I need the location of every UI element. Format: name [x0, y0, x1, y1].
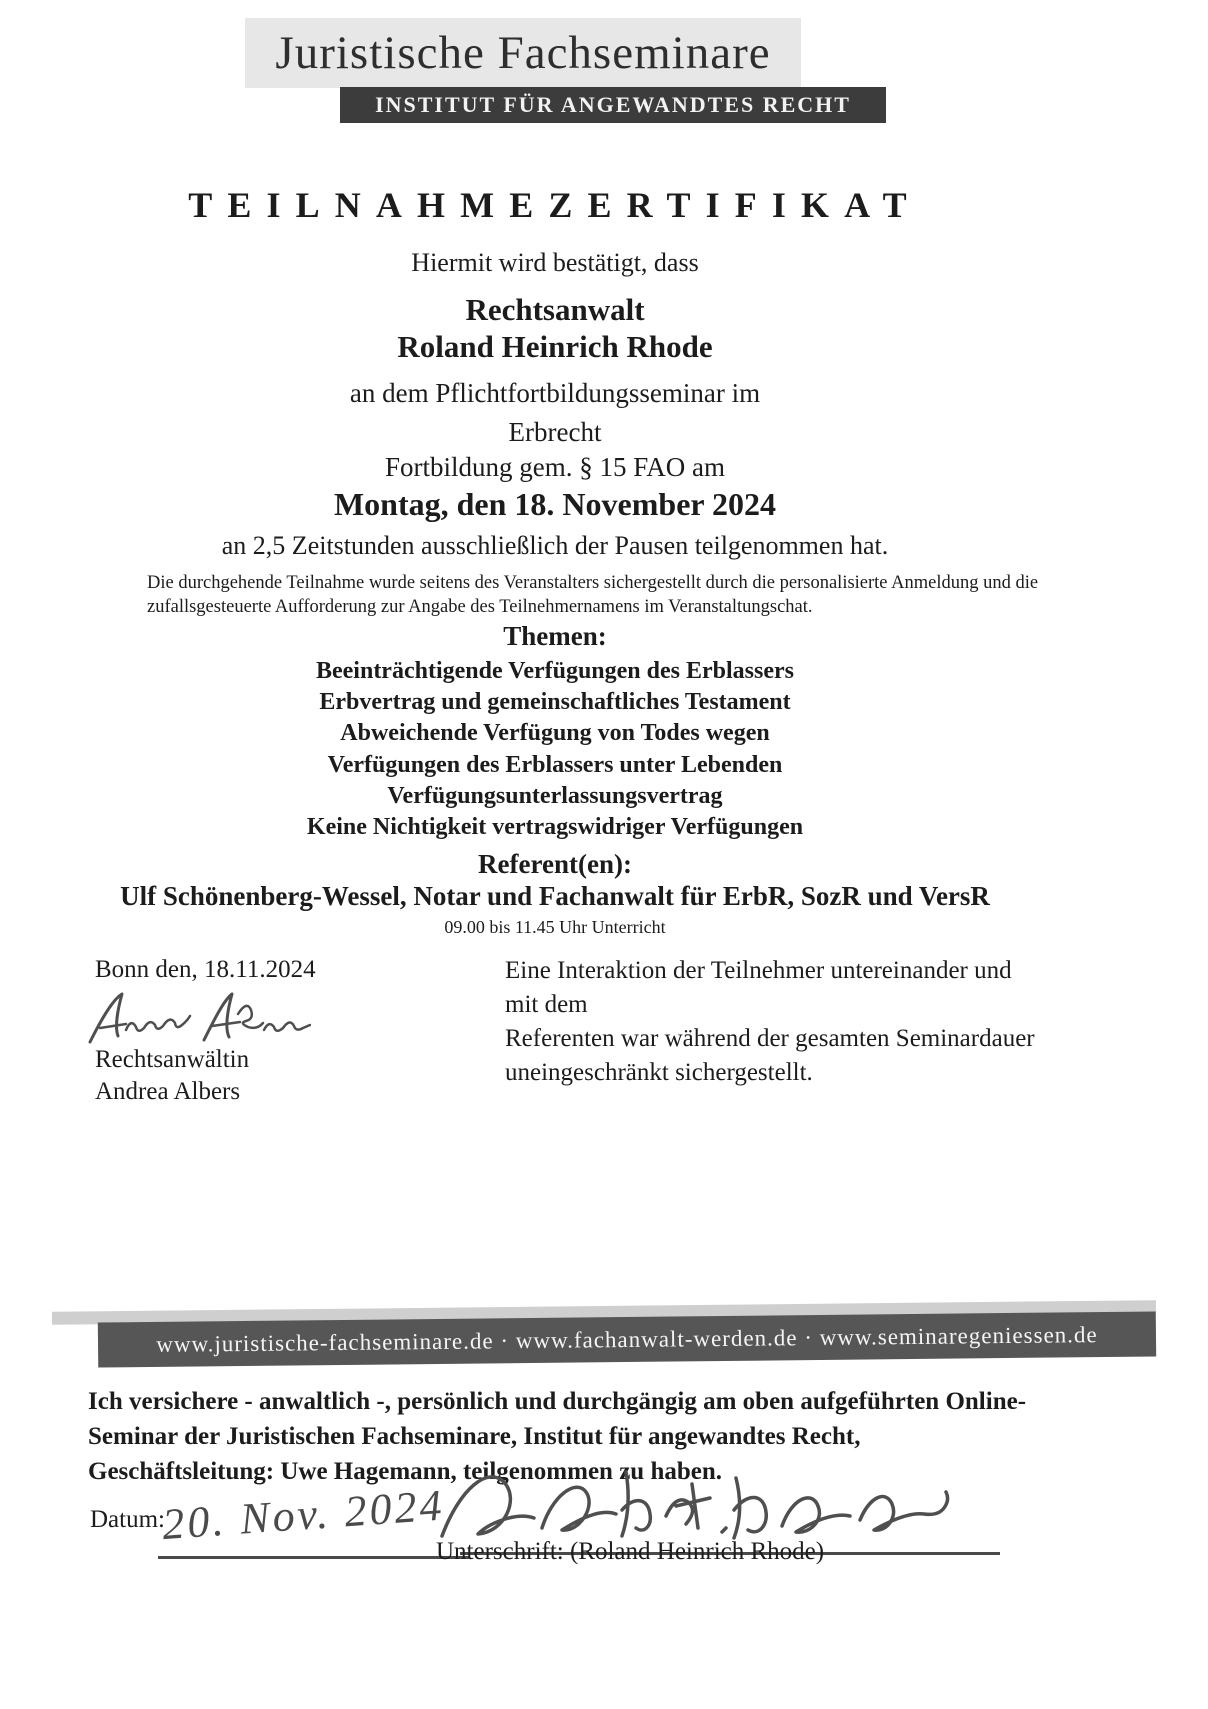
topic-item: Verfügungsunterlassungsvertrag [387, 783, 723, 809]
logo-subtitle-bar [340, 87, 886, 123]
referent-heading: Referent(en): [478, 849, 632, 879]
declaration-line: Seminar der Juristischen Fachseminare, Institut für angewandtes Recht, [88, 1423, 861, 1450]
seminar-intro: an dem Pflichtfortbildungsseminar im [349, 378, 761, 408]
issuer-name: Andrea Albers [95, 1078, 241, 1105]
issuer-role: Rechtsanwältin [95, 1046, 250, 1073]
declaration-line: Geschäftsleitung: Uwe Hagemann, teilgenommen zu haben. [88, 1458, 722, 1485]
attendance-note [147, 571, 1087, 619]
interaction-note [505, 954, 1045, 1090]
logo-subtitle: INSTITUT FÜR ANGEWANDTES RECHT [375, 92, 851, 117]
topic-item: Abweichende Verfügung von Todes wegen [340, 720, 770, 746]
topic-item: Verfügungen des Erblassers unter Lebenden [327, 752, 783, 778]
certificate-intro: Hiermit wird bestätigt, dass [411, 248, 699, 277]
topic-item: Erbvertrag und gemeinschaftliches Testament [319, 689, 791, 715]
holder-name: Roland Heinrich Rhode [397, 329, 713, 364]
declaration-line: Ich versichere - anwaltlich -, persönlich und durchgängig am oben aufgeführten Online- [88, 1388, 1027, 1415]
seminar-duration: an 2,5 Zeitstunden ausschließlich der Pausen teilgenommen hat. [221, 531, 889, 560]
date-label: Datum: [90, 1506, 165, 1533]
attendance-note-line: Die durchgehende Teilnahme wurde seitens des Veranstalters sichergestellt durch die personalisierte Anmeldung und die [147, 573, 1039, 593]
logo-title: Juristische Fachseminare [275, 27, 771, 79]
seminar-schedule: 09.00 bis 11.45 Uhr Unterricht [444, 917, 666, 937]
seminar-subject: Erbrecht [508, 417, 602, 447]
logo-box [245, 18, 801, 88]
issue-place-date: Bonn den, 18.11.2024 [95, 956, 316, 983]
signature-caption: Unterschrift: (Roland Heinrich Rhode) [436, 1538, 825, 1565]
interaction-note-line: uneingeschränkt sichergestellt. [505, 1059, 813, 1086]
handwritten-date: 20. Nov. 2024 [160, 1480, 447, 1550]
holder-title: Rechtsanwalt [465, 292, 645, 327]
topic-item: Beeinträchtigende Verfügungen des Erblassers [315, 658, 794, 684]
attendance-note-line: zufallsgesteuerte Aufforderung zur Angabe des Teilnehmernamens im Veranstaltungschat. [147, 597, 813, 617]
banner-urls: www.juristische-fachseminare.de · www.fachanwalt-werden.de · www.seminaregeniessen.de [156, 1321, 1098, 1357]
seminar-date: Montag, den 18. November 2024 [333, 486, 777, 522]
certificate-title: TEILNAHMEZERTIFIKAT [188, 185, 922, 225]
referent-name: Ulf Schönenberg-Wessel, Notar und Fachanwalt für ErbR, SozR und VersR [120, 881, 990, 911]
andrea-albers-signature [86, 984, 311, 1048]
seminar-regulation: Fortbildung gem. § 15 FAO am [385, 452, 725, 482]
date-signature-line [158, 1556, 470, 1559]
interaction-note-line: Referenten war während der gesamten Seminardauer [505, 1025, 1035, 1052]
interaction-note-line: Eine Interaktion der Teilnehmer untereinander und mit dem [505, 957, 1012, 1018]
topics-heading: Themen: [503, 621, 607, 651]
topic-item: Keine Nichtigkeit vertragswidriger Verfügungen [306, 814, 804, 840]
